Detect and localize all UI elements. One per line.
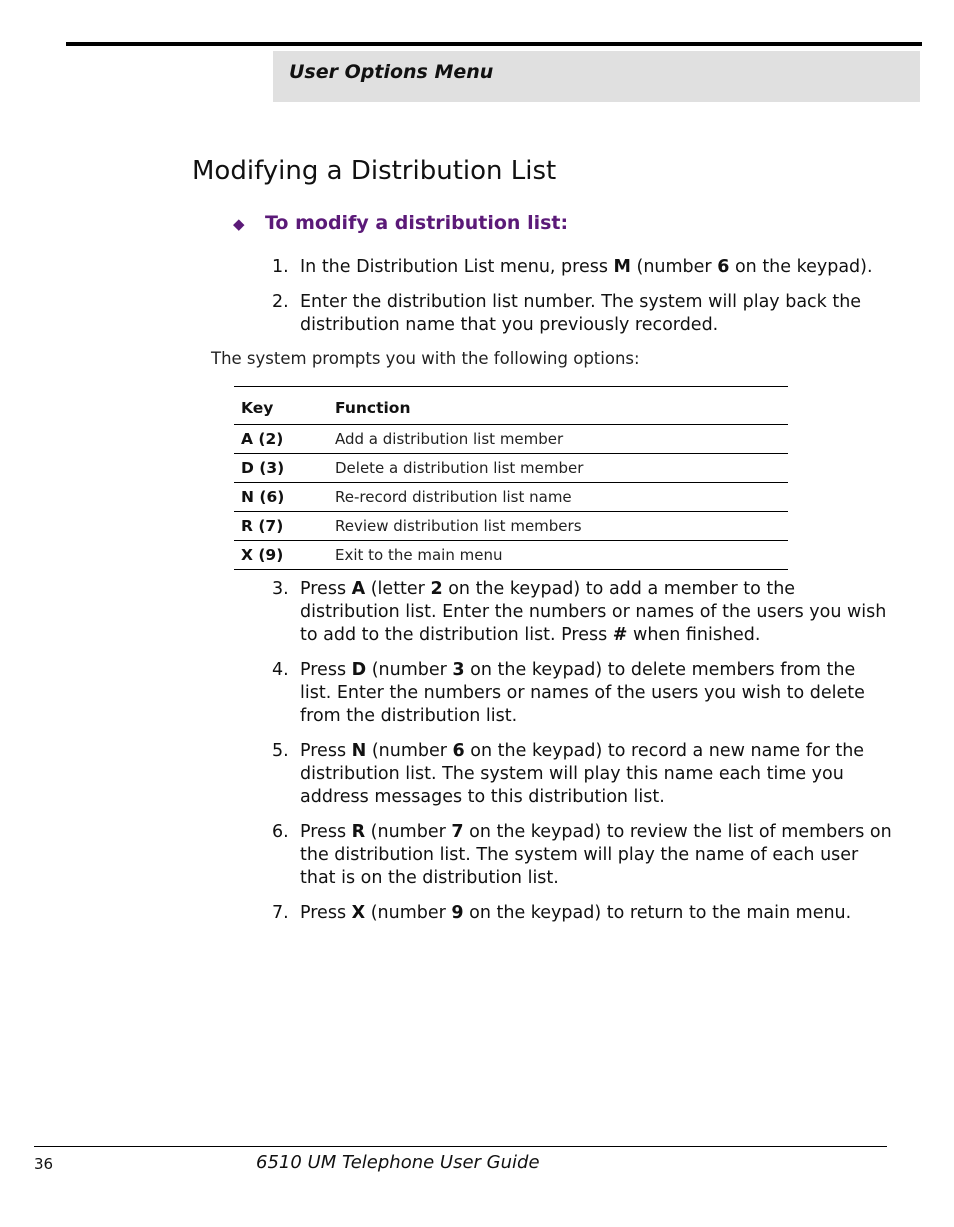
procedure-heading-text: To modify a distribution list: [265,212,569,234]
step-text: (number [366,741,453,761]
table-row [234,483,788,512]
function-column-header: Function [328,387,788,425]
step-text: (number [366,660,453,680]
step-number: 5. [272,741,289,761]
step-number: 6. [272,822,289,842]
key-cell: N (6) [234,483,328,512]
step-text: Press [300,579,352,599]
step-key-emphasis: 9 [451,903,464,923]
step-text: (number [365,822,452,842]
step-key-emphasis: 7 [451,822,464,842]
step-key-emphasis: # [612,625,628,645]
section-title: User Options Menu [289,61,494,83]
guide-title: 6510 UM Telephone User Guide [256,1152,540,1173]
key-cell: D (3) [234,454,328,483]
steps-list-part-1 [272,256,892,349]
step-item [272,659,892,728]
step-item [272,821,892,890]
procedure-heading [233,212,568,234]
step-key-emphasis: M [613,257,631,277]
step-text: Press [300,822,352,842]
step-key-emphasis: A [351,579,366,599]
step-number: 7. [272,903,289,923]
step-item [272,578,892,647]
options-intro: The system prompts you with the following options: [211,349,640,368]
step-text: on the keypad). [729,257,873,277]
function-cell: Re-record distribution list name [328,483,788,512]
table-row [234,425,788,454]
step-number: 4. [272,660,289,680]
step-key-emphasis: 6 [452,741,465,761]
function-cell: Review distribution list members [328,512,788,541]
step-item [272,902,892,925]
step-number: 2. [272,292,289,312]
step-key-emphasis: 2 [430,579,443,599]
step-text: Press [300,903,352,923]
key-cell: X (9) [234,541,328,570]
key-column-header: Key [234,387,328,425]
step-text: (letter [365,579,431,599]
step-text: In the Distribution List menu, press [300,257,614,277]
step-text: Enter the distribution list number. The system will play back the distribution name that you previously recorded. [300,292,862,335]
step-text: Press [300,741,352,761]
footer-rule [34,1146,887,1147]
function-cell: Delete a distribution list member [328,454,788,483]
step-text: on the keypad) to delete members from the list. Enter the numbers or names of the users you wish to delete from the distribution list. [300,660,865,726]
step-text: on the keypad) to record a new name for the distribution list. The system will play this name each time you address messages to this distribution list. [300,741,865,807]
table-row [234,454,788,483]
step-key-emphasis: 6 [717,257,730,277]
top-rule [66,42,922,46]
table-row [234,512,788,541]
step-text: on the keypad) to review the list of members on the distribution list. The system will play the name of each user that is on the distribution list. [300,822,892,888]
step-text: Press [300,660,352,680]
step-number: 1. [272,257,289,277]
steps-list-part-2 [272,578,892,937]
step-text: (number [365,903,452,923]
step-key-emphasis: N [351,741,367,761]
diamond-bullet-icon: ◆ [233,215,245,233]
function-cell: Exit to the main menu [328,541,788,570]
step-text: on the keypad) to return to the main menu. [463,903,852,923]
step-text: on the keypad) to add a member to the distribution list. Enter the numbers or names of the users you wish to add to the distribution list. Press [300,579,887,645]
page-title: Modifying a Distribution List [192,156,557,186]
step-key-emphasis: R [351,822,366,842]
step-key-emphasis: X [351,903,366,923]
options-table [234,386,788,570]
page-number: 36 [34,1155,54,1173]
key-cell: A (2) [234,425,328,454]
step-text: when finished. [627,625,761,645]
table-header-row [234,387,788,425]
step-text: (number [630,257,718,277]
step-key-emphasis: D [351,660,367,680]
function-cell: Add a distribution list member [328,425,788,454]
step-key-emphasis: 3 [452,660,465,680]
step-item [272,256,892,279]
step-item [272,291,892,337]
table-row [234,541,788,570]
section-header-band [273,51,920,102]
step-number: 3. [272,579,289,599]
step-item [272,740,892,809]
key-cell: R (7) [234,512,328,541]
